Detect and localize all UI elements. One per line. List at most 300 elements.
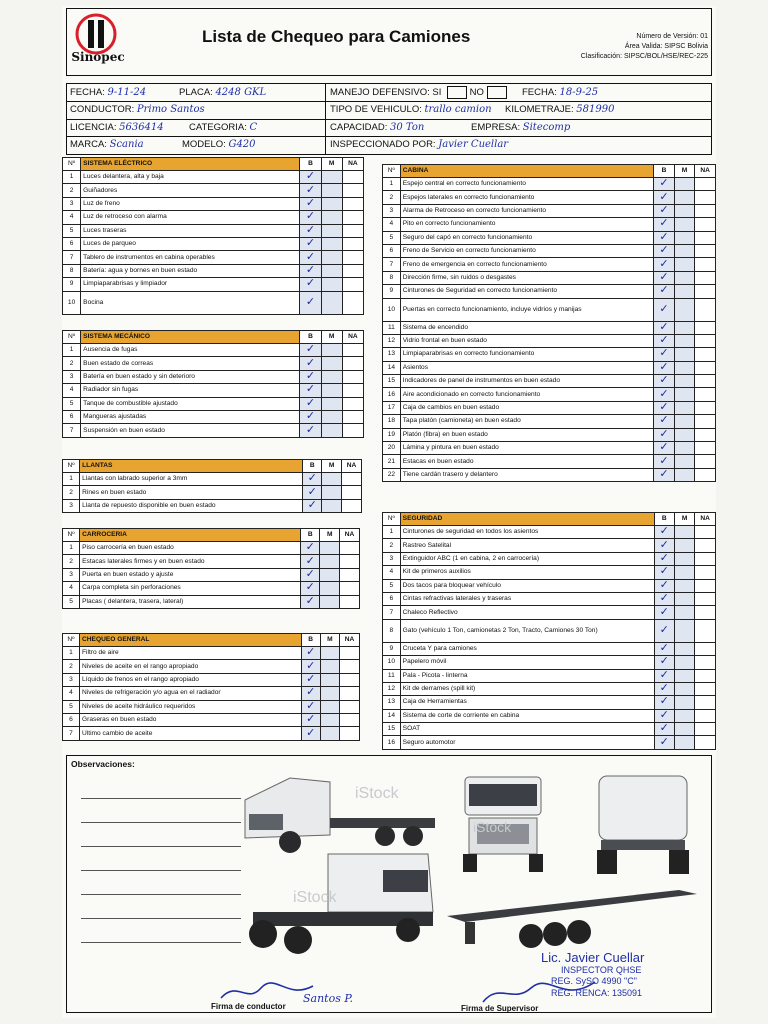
malo-checkbox[interactable] (320, 700, 339, 713)
malo-checkbox[interactable] (321, 410, 342, 423)
bueno-checkbox[interactable] (300, 184, 321, 197)
na-checkbox[interactable] (340, 660, 360, 673)
table-row (63, 486, 362, 499)
bueno-checkbox[interactable] (300, 197, 321, 210)
item-number: 8 (63, 264, 81, 277)
na-checkbox[interactable] (342, 171, 363, 184)
item-label: Guiñadores (81, 184, 300, 197)
malo-checkbox[interactable] (320, 555, 339, 568)
bueno-checkbox[interactable] (300, 424, 321, 437)
item-number: 5 (63, 700, 80, 713)
malo-checkbox[interactable] (321, 251, 342, 264)
table-row (383, 682, 716, 695)
col-malo-header: M (321, 158, 342, 171)
na-checkbox[interactable] (695, 334, 716, 347)
na-checkbox[interactable] (342, 410, 363, 423)
bueno-checkbox[interactable] (654, 388, 674, 401)
na-checkbox[interactable] (695, 204, 716, 217)
bueno-checkbox[interactable] (654, 606, 674, 619)
na-checkbox[interactable] (695, 455, 716, 468)
bueno-checkbox[interactable] (300, 211, 321, 224)
na-checkbox[interactable] (342, 237, 363, 250)
malo-checkbox[interactable] (674, 244, 695, 257)
mecanico-checklist-table (62, 330, 364, 438)
svg-text:iStock: iStock (473, 819, 512, 835)
fecha2-label: FECHA: (522, 87, 557, 98)
malo-checkbox[interactable] (321, 344, 342, 357)
malo-checkbox[interactable] (320, 713, 339, 726)
na-checkbox[interactable] (695, 552, 716, 565)
bueno-checkbox[interactable] (654, 642, 674, 655)
check-mark-icon: ✓ (305, 356, 316, 369)
na-checkbox[interactable] (695, 656, 716, 669)
malo-checkbox[interactable] (674, 696, 694, 709)
item-number: 6 (383, 244, 401, 257)
table-row (63, 673, 360, 686)
bueno-checkbox[interactable] (300, 224, 321, 237)
table-row (383, 271, 716, 284)
malo-checkbox[interactable] (674, 204, 695, 217)
na-checkbox[interactable] (695, 736, 716, 749)
manejo-si-checkbox[interactable] (447, 86, 467, 99)
malo-checkbox[interactable] (674, 526, 694, 539)
na-checkbox[interactable] (695, 361, 716, 374)
bueno-checkbox[interactable] (301, 700, 320, 713)
bueno-checkbox[interactable] (301, 542, 320, 555)
malo-checkbox[interactable] (674, 455, 695, 468)
na-checkbox[interactable] (695, 606, 716, 619)
item-label: Gato (vehículo 1 Ton, camionetas 2 Ton, Tracto, Camiones 30 Ton) (400, 619, 654, 642)
na-checkbox[interactable] (695, 723, 716, 736)
bueno-checkbox[interactable] (300, 370, 321, 383)
check-mark-icon: ✓ (659, 722, 669, 735)
item-label: Sistema de corte de corriente en cabina (400, 709, 654, 722)
item-label: Lámina y pintura en buen estado (400, 442, 654, 455)
bueno-checkbox[interactable] (300, 384, 321, 397)
malo-checkbox[interactable] (321, 197, 342, 210)
malo-checkbox[interactable] (674, 656, 694, 669)
na-checkbox[interactable] (695, 415, 716, 428)
seguridad-section-title: SEGURIDAD (400, 513, 654, 526)
na-checkbox[interactable] (695, 348, 716, 361)
malo-checkbox[interactable] (320, 673, 339, 686)
na-checkbox[interactable] (341, 486, 361, 499)
table-row (63, 237, 364, 250)
bueno-checkbox[interactable] (654, 428, 674, 441)
table-row (63, 397, 364, 410)
na-checkbox[interactable] (695, 285, 716, 298)
na-checkbox[interactable] (695, 401, 716, 414)
general-section-title: CHEQUEO GENERAL (80, 634, 302, 647)
table-row (383, 428, 716, 441)
malo-checkbox[interactable] (321, 184, 342, 197)
malo-checkbox[interactable] (321, 224, 342, 237)
table-row (63, 291, 364, 314)
malo-checkbox[interactable] (674, 334, 695, 347)
item-number: 1 (63, 647, 80, 660)
table-row (383, 656, 716, 669)
na-checkbox[interactable] (341, 473, 361, 486)
malo-checkbox[interactable] (674, 736, 694, 749)
item-number: 5 (383, 579, 401, 592)
malo-checkbox[interactable] (320, 687, 339, 700)
check-mark-icon: ✓ (305, 554, 315, 567)
bueno-checkbox[interactable] (301, 687, 320, 700)
check-mark-icon: ✓ (307, 485, 317, 498)
na-checkbox[interactable] (342, 184, 363, 197)
bueno-checkbox[interactable] (300, 291, 321, 314)
bueno-checkbox[interactable] (654, 566, 674, 579)
bueno-checkbox[interactable] (654, 526, 674, 539)
modelo-label: MODELO: (182, 139, 226, 150)
bueno-checkbox[interactable] (654, 579, 674, 592)
na-checkbox[interactable] (342, 251, 363, 264)
malo-checkbox[interactable] (674, 682, 694, 695)
na-checkbox[interactable] (695, 375, 716, 388)
bueno-checkbox[interactable] (654, 334, 674, 347)
modelo-value: G420 (228, 139, 256, 150)
bueno-checkbox[interactable] (654, 468, 674, 481)
bueno-checkbox[interactable] (654, 285, 674, 298)
malo-checkbox[interactable] (674, 428, 695, 441)
bueno-checkbox[interactable] (654, 682, 674, 695)
check-mark-icon: ✓ (659, 605, 669, 618)
na-checkbox[interactable] (340, 727, 360, 740)
bueno-checkbox[interactable] (654, 442, 674, 455)
bueno-checkbox[interactable] (300, 251, 321, 264)
table-row (63, 224, 364, 237)
malo-checkbox[interactable] (322, 486, 341, 499)
bueno-checkbox[interactable] (301, 568, 320, 581)
bueno-checkbox[interactable] (654, 218, 674, 231)
bueno-checkbox[interactable] (300, 264, 321, 277)
na-checkbox[interactable] (695, 566, 716, 579)
bueno-checkbox[interactable] (654, 178, 674, 191)
na-checkbox[interactable] (695, 526, 716, 539)
malo-checkbox[interactable] (674, 669, 694, 682)
bueno-checkbox[interactable] (654, 696, 674, 709)
check-mark-icon: ✓ (659, 642, 669, 654)
bueno-checkbox[interactable] (301, 647, 320, 660)
malo-checkbox[interactable] (321, 370, 342, 383)
malo-checkbox[interactable] (674, 348, 695, 361)
bueno-checkbox[interactable] (300, 410, 321, 423)
malo-checkbox[interactable] (674, 298, 695, 321)
bueno-checkbox[interactable] (654, 455, 674, 468)
item-number: 10 (63, 291, 81, 314)
na-checkbox[interactable] (695, 619, 716, 642)
bueno-checkbox[interactable] (300, 278, 321, 291)
malo-checkbox[interactable] (322, 499, 341, 512)
malo-checkbox[interactable] (674, 592, 694, 605)
malo-checkbox[interactable] (674, 271, 695, 284)
table-row (383, 178, 716, 191)
na-checkbox[interactable] (695, 669, 716, 682)
na-checkbox[interactable] (695, 468, 716, 481)
bueno-checkbox[interactable] (654, 619, 674, 642)
check-mark-icon: ✓ (306, 686, 316, 699)
malo-checkbox[interactable] (322, 473, 341, 486)
malo-checkbox[interactable] (674, 388, 695, 401)
check-mark-icon: ✓ (305, 183, 316, 196)
check-mark-icon: ✓ (305, 250, 316, 263)
na-checkbox[interactable] (342, 370, 363, 383)
na-checkbox[interactable] (340, 700, 360, 713)
malo-checkbox[interactable] (321, 264, 342, 277)
item-number: 2 (63, 357, 81, 370)
check-mark-icon: ✓ (305, 197, 316, 209)
malo-checkbox[interactable] (674, 723, 694, 736)
malo-checkbox[interactable] (674, 178, 695, 191)
bueno-checkbox[interactable] (654, 191, 674, 204)
na-checkbox[interactable] (340, 713, 360, 726)
malo-checkbox[interactable] (320, 582, 339, 595)
bueno-checkbox[interactable] (654, 709, 674, 722)
bueno-checkbox[interactable] (654, 298, 674, 321)
na-checkbox[interactable] (695, 442, 716, 455)
na-checkbox[interactable] (695, 191, 716, 204)
bueno-checkbox[interactable] (301, 660, 320, 673)
item-label: Estacas en buen estado (400, 455, 654, 468)
malo-checkbox[interactable] (674, 191, 695, 204)
col-bueno-header: B (300, 331, 321, 344)
na-checkbox[interactable] (695, 218, 716, 231)
col-bueno-header: B (654, 513, 674, 526)
check-mark-icon: ✓ (306, 673, 316, 685)
na-checkbox[interactable] (340, 673, 360, 686)
table-row (383, 334, 716, 347)
check-mark-icon: ✓ (306, 713, 316, 726)
malo-checkbox[interactable] (674, 285, 695, 298)
manejo-no-checkbox[interactable] (487, 86, 507, 99)
na-checkbox[interactable] (339, 595, 359, 608)
item-label: Vidrio frontal en buen estado (400, 334, 654, 347)
na-checkbox[interactable] (342, 397, 363, 410)
malo-checkbox[interactable] (674, 539, 694, 552)
bueno-checkbox[interactable] (301, 555, 320, 568)
na-checkbox[interactable] (342, 291, 363, 314)
malo-checkbox[interactable] (321, 357, 342, 370)
malo-checkbox[interactable] (674, 218, 695, 231)
tipo-value: trallo camion (424, 104, 492, 115)
bueno-checkbox[interactable] (654, 375, 674, 388)
malo-checkbox[interactable] (674, 642, 694, 655)
bueno-checkbox[interactable] (654, 258, 674, 271)
na-checkbox[interactable] (342, 384, 363, 397)
bueno-checkbox[interactable] (301, 595, 320, 608)
bueno-checkbox[interactable] (654, 669, 674, 682)
col-number-header: Nº (63, 158, 81, 171)
malo-checkbox[interactable] (674, 619, 694, 642)
bueno-checkbox[interactable] (654, 723, 674, 736)
malo-checkbox[interactable] (674, 468, 695, 481)
malo-checkbox[interactable] (674, 566, 694, 579)
col-na-header: NA (341, 460, 361, 473)
na-checkbox[interactable] (695, 579, 716, 592)
bueno-checkbox[interactable] (302, 486, 321, 499)
na-checkbox[interactable] (339, 582, 359, 595)
bueno-checkbox[interactable] (654, 271, 674, 284)
check-mark-icon: ✓ (659, 592, 669, 605)
bueno-checkbox[interactable] (300, 397, 321, 410)
na-checkbox[interactable] (342, 357, 363, 370)
malo-checkbox[interactable] (320, 727, 339, 740)
bueno-checkbox[interactable] (301, 727, 320, 740)
na-checkbox[interactable] (340, 687, 360, 700)
na-checkbox[interactable] (342, 278, 363, 291)
table-row (63, 700, 360, 713)
na-checkbox[interactable] (695, 388, 716, 401)
malo-checkbox[interactable] (321, 424, 342, 437)
bueno-checkbox[interactable] (301, 673, 320, 686)
check-mark-icon: ✓ (659, 622, 669, 636)
svg-text:iStock: iStock (293, 889, 337, 906)
malo-checkbox[interactable] (674, 321, 695, 334)
malo-checkbox[interactable] (321, 291, 342, 314)
na-checkbox[interactable] (695, 428, 716, 441)
col-na-header: NA (342, 331, 363, 344)
table-row (383, 669, 716, 682)
na-checkbox[interactable] (695, 244, 716, 257)
malo-checkbox[interactable] (674, 606, 694, 619)
bueno-checkbox[interactable] (300, 237, 321, 250)
malo-checkbox[interactable] (674, 552, 694, 565)
na-checkbox[interactable] (695, 696, 716, 709)
item-label: Indicadores de panel de instrumentos en buen estado (400, 375, 654, 388)
na-checkbox[interactable] (342, 264, 363, 277)
item-label: Cinturones de seguridad en todos los asientos (400, 526, 654, 539)
item-label: Caja de cambios en buen estado (400, 401, 654, 414)
malo-checkbox[interactable] (674, 442, 695, 455)
empresa-label: EMPRESA: (471, 122, 521, 133)
malo-checkbox[interactable] (321, 171, 342, 184)
bueno-checkbox[interactable] (654, 552, 674, 565)
malo-checkbox[interactable] (674, 579, 694, 592)
bueno-checkbox[interactable] (654, 736, 674, 749)
item-number: 5 (63, 397, 81, 410)
electrico-section-title: SISTEMA ELÉCTRICO (81, 158, 300, 171)
na-checkbox[interactable] (695, 258, 716, 271)
bueno-checkbox[interactable] (654, 401, 674, 414)
check-mark-icon: ✓ (305, 237, 316, 250)
bueno-checkbox[interactable] (654, 348, 674, 361)
malo-checkbox[interactable] (674, 709, 694, 722)
item-label: Batería en buen estado y sin deterioro (81, 370, 300, 383)
bueno-checkbox[interactable] (300, 357, 321, 370)
malo-checkbox[interactable] (320, 595, 339, 608)
item-label: Dos tacos para bloquear vehículo (400, 579, 654, 592)
na-checkbox[interactable] (340, 647, 360, 660)
malo-checkbox[interactable] (321, 384, 342, 397)
inspeccionado-value: Javier Cuellar (438, 139, 509, 150)
na-checkbox[interactable] (695, 298, 716, 321)
na-checkbox[interactable] (695, 592, 716, 605)
na-checkbox[interactable] (339, 555, 359, 568)
bueno-checkbox[interactable] (302, 473, 321, 486)
na-checkbox[interactable] (339, 542, 359, 555)
malo-checkbox[interactable] (674, 231, 695, 244)
na-checkbox[interactable] (342, 424, 363, 437)
na-checkbox[interactable] (695, 231, 716, 244)
table-row (63, 555, 360, 568)
bueno-checkbox[interactable] (654, 592, 674, 605)
item-number: 13 (383, 696, 401, 709)
na-checkbox[interactable] (695, 321, 716, 334)
malo-checkbox[interactable] (320, 660, 339, 673)
malo-checkbox[interactable] (321, 237, 342, 250)
item-label: Tanque de combustible ajustado (81, 397, 300, 410)
na-checkbox[interactable] (695, 682, 716, 695)
na-checkbox[interactable] (339, 568, 359, 581)
table-row (383, 696, 716, 709)
malo-checkbox[interactable] (320, 647, 339, 660)
bueno-checkbox[interactable] (654, 231, 674, 244)
item-number: 4 (63, 687, 80, 700)
malo-checkbox[interactable] (674, 375, 695, 388)
na-checkbox[interactable] (695, 709, 716, 722)
na-checkbox[interactable] (342, 344, 363, 357)
item-label: Radiador sin fugas (81, 384, 300, 397)
item-number: 1 (63, 473, 80, 486)
check-mark-icon: ✓ (659, 374, 669, 387)
na-checkbox[interactable] (695, 178, 716, 191)
malo-checkbox[interactable] (674, 415, 695, 428)
malo-checkbox[interactable] (321, 278, 342, 291)
check-mark-icon: ✓ (306, 726, 316, 739)
na-checkbox[interactable] (342, 197, 363, 210)
na-checkbox[interactable] (342, 224, 363, 237)
observaciones-box (66, 755, 712, 1013)
mecanico-section-title: SISTEMA MECÁNICO (81, 331, 300, 344)
malo-checkbox[interactable] (321, 211, 342, 224)
malo-checkbox[interactable] (674, 258, 695, 271)
na-checkbox[interactable] (695, 271, 716, 284)
malo-checkbox[interactable] (674, 361, 695, 374)
check-mark-icon: ✓ (305, 224, 316, 236)
bueno-checkbox[interactable] (301, 713, 320, 726)
malo-checkbox[interactable] (320, 568, 339, 581)
bueno-checkbox[interactable] (654, 656, 674, 669)
item-number: 7 (63, 424, 81, 437)
na-checkbox[interactable] (342, 211, 363, 224)
categoria-label: CATEGORIA: (189, 122, 247, 133)
table-row (383, 375, 716, 388)
bueno-checkbox[interactable] (302, 499, 321, 512)
bueno-checkbox[interactable] (654, 321, 674, 334)
malo-checkbox[interactable] (674, 401, 695, 414)
na-checkbox[interactable] (341, 499, 361, 512)
bueno-checkbox[interactable] (300, 171, 321, 184)
bueno-checkbox[interactable] (301, 582, 320, 595)
bueno-checkbox[interactable] (654, 204, 674, 217)
bueno-checkbox[interactable] (654, 415, 674, 428)
seguridad-checklist-table (382, 512, 716, 750)
malo-checkbox[interactable] (320, 542, 339, 555)
bueno-checkbox[interactable] (300, 344, 321, 357)
bueno-checkbox[interactable] (654, 361, 674, 374)
item-number: 19 (383, 428, 401, 441)
na-checkbox[interactable] (695, 642, 716, 655)
malo-checkbox[interactable] (321, 397, 342, 410)
table-row (63, 595, 360, 608)
item-label: Kit de derrames (spill kit) (400, 682, 654, 695)
check-mark-icon: ✓ (659, 428, 669, 440)
na-checkbox[interactable] (695, 539, 716, 552)
item-label: Estacas laterales firmes y en buen estado (80, 555, 301, 568)
bueno-checkbox[interactable] (654, 539, 674, 552)
item-label: Líquido de frenos en el rango apropiado (80, 673, 302, 686)
bueno-checkbox[interactable] (654, 244, 674, 257)
